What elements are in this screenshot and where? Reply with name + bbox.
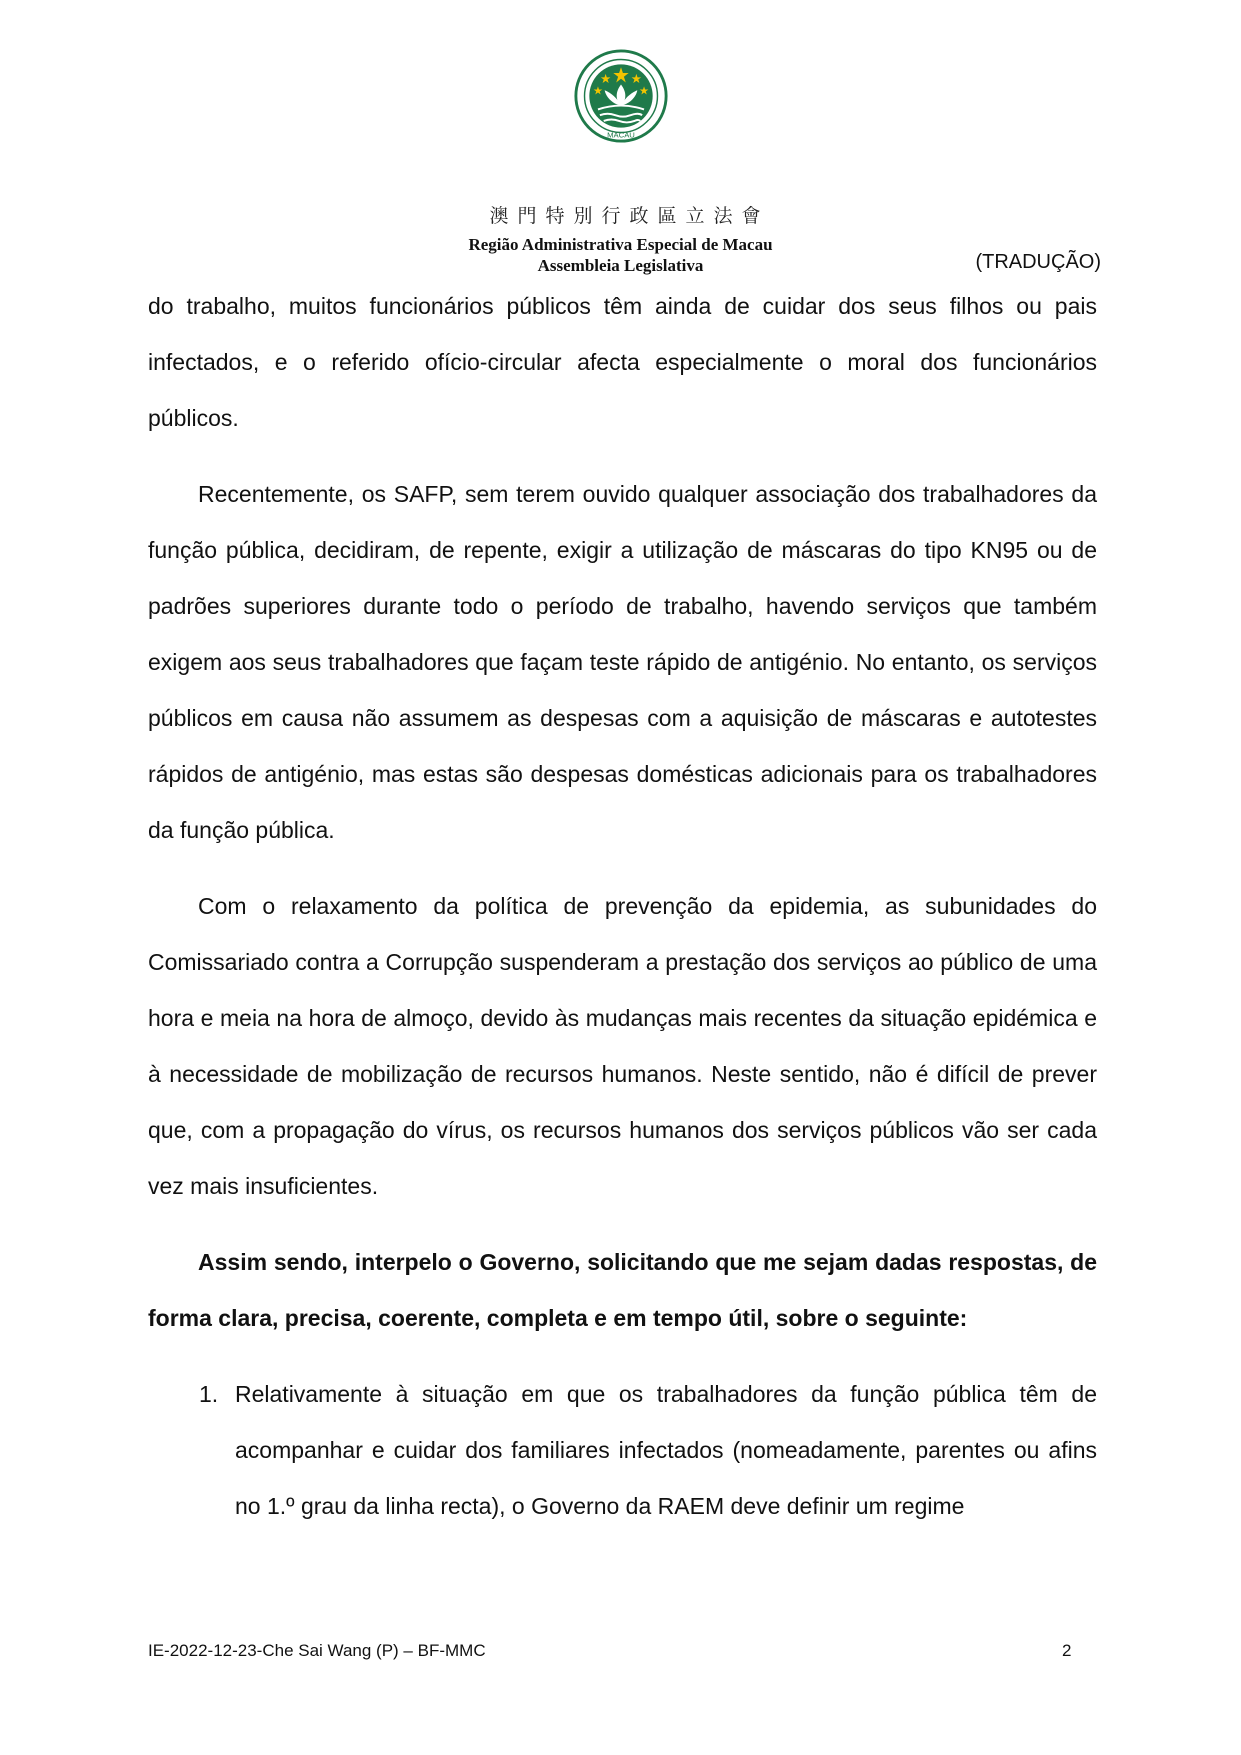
document-body (148, 278, 1097, 1534)
assembly-name: Assembleia Legislativa (537, 256, 704, 275)
footer-reference: IE-2022-12-23-Che Sai Wang (P) – BF-MMC (148, 1641, 486, 1660)
paragraph-continuation: do trabalho, muitos funcionários públicos têm ainda de cuidar dos seus filhos ou pais infectados, e o referido ofício-circular afecta especialmente o moral dos funcionários públicos. (148, 293, 1097, 431)
list-item-text: Relativamente à situação em que os trabalhadores da função pública têm de acompanhar e cuidar dos familiares infectados (nomeadamente, parentes ou afins no 1.º grau da linha recta), o Governo da RAEM deve definir um regime (235, 1381, 1097, 1519)
page-number: 2 (1062, 1641, 1072, 1660)
paragraph-anti-corruption: Com o relaxamento da política de prevenção da epidemia, as subunidades do Comissariado contra a Corrupção suspenderam a prestação dos serviços ao público de uma hora e meia na hora de almoço, devido às mudanças mais recentes da situação epidémica e à necessidade de mobilização de recursos humanos. Neste sentido, não é difícil de prever que, com a propagação do vírus, os recursos humanos dos serviços públicos vão ser cada vez mais insuficientes. (148, 893, 1097, 1199)
paragraph-interpellation: Assim sendo, interpelo o Governo, solicitando que me sejam dadas respostas, de forma clara, precisa, coerente, completa e em tempo útil, sobre o seguinte: (148, 1249, 1097, 1331)
list-item-number: 1. (199, 1381, 219, 1407)
paragraph-masks: Recentemente, os SAFP, sem terem ouvido qualquer associação dos trabalhadores da função pública, decidiram, de repente, exigir a utilização de máscaras do tipo KN95 ou de padrões superiores durante todo o período de trabalho, havendo serviços que também exigem aos seus trabalhadores que façam teste rápido de antigénio. No entanto, os serviços públicos em causa não assumem as despesas com a aquisição de máscaras e autotestes rápidos de antigénio, mas estas são despesas domésticas adicionais para os trabalhadores da função pública. (148, 481, 1097, 843)
document-header (0, 48, 1241, 276)
translation-mark: (TRADUÇÃO) (975, 251, 1101, 273)
emblem-ring-text: MACAU (606, 130, 635, 140)
region-name: Região Administrativa Especial de Macau (468, 235, 773, 254)
question-list-item (148, 1366, 1097, 1534)
chinese-title: 澳門特別行政區立法會 (489, 205, 770, 227)
macau-sar-emblem-icon (573, 48, 669, 144)
